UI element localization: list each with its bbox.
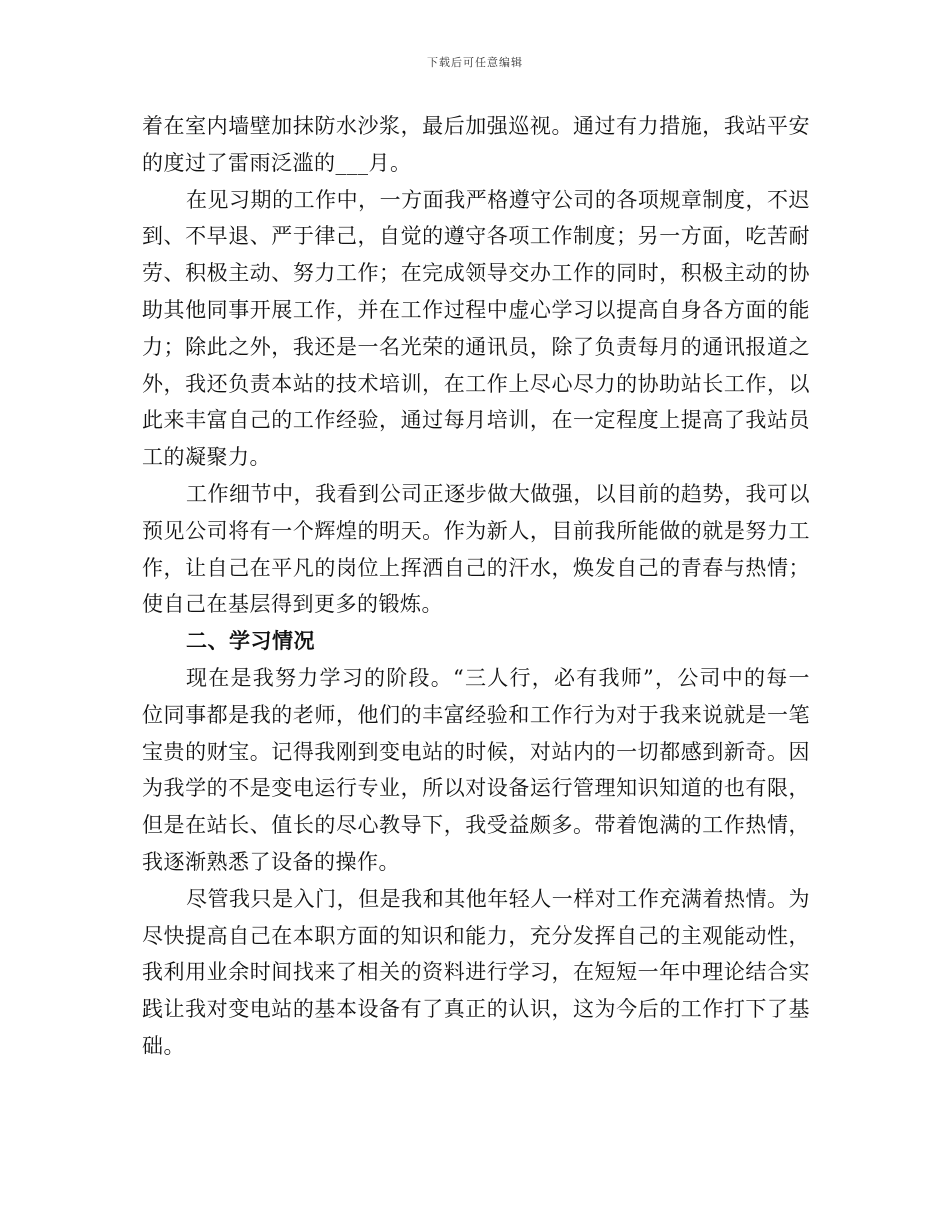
paragraph-learning-stage: 现在是我努力学习的阶段。“三人行，必有我师”，公司中的每一位同事都是我的老师，他们的丰富经验和工作行为对于我来说就是一笔宝贵的财宝。记得我刚到变电站的时候，对站内的一切都感到新奇。因为我学的不是变电运行专业，所以对设备运行管理知识知道的也有限，但是在站长、值长的尽心教导下，我受益颇多。带着饱满的工作热情，我逐渐熟悉了设备的操作。 [142, 665, 810, 874]
page-header: 下载后可任意编辑 [427, 56, 523, 69]
paragraph-work-details: 工作细节中，我看到公司正逐步做大做强，以目前的趋势，我可以预见公司将有一个辉煌的明天。作为新人，目前我所能做的就是努力工作，让自己在平凡的岗位上挥洒自己的汗水，焕发自己的青春与热情；使自己在基层得到更多的锻炼。 [142, 481, 810, 617]
paragraph-self-study: 尽管我只是入门，但是我和其他年轻人一样对工作充满着热情。为尽快提高自己在本职方面的知识和能力，充分发挥自己的主观能动性，我利用业余时间找来了相关的资料进行学习，在短短一年中理论结合实践让我对变电站的基本设备有了真正的认识，这为今后的工作打下了基础。 [142, 886, 810, 1058]
document-body [142, 108, 810, 1065]
paragraph-probation-work: 在见习期的工作中，一方面我严格遵守公司的各项规章制度，不迟到、不早退、严于律己，自觉的遵守各项工作制度；另一方面，吃苦耐劳、积极主动、努力工作；在完成领导交办工作的同时，积极主动的协助其他同事开展工作，并在工作过程中虚心学习以提高自身各方面的能力；除此之外，我还是一名光荣的通讯员，除了负责每月的通讯报道之外，我还负责本站的技术培训，在工作上尽心尽力的协助站长工作，以此来丰富自己的工作经验，通过每月培训，在一定程度上提高了我站员工的凝聚力。 [142, 187, 810, 470]
section-heading-study: 二、学习情况 [186, 628, 315, 654]
paragraph-continuation: 着在室内墙壁加抹防水沙浆，最后加强巡视。通过有力措施，我站平安的度过了雷雨泛滥的___月。 [142, 114, 810, 175]
